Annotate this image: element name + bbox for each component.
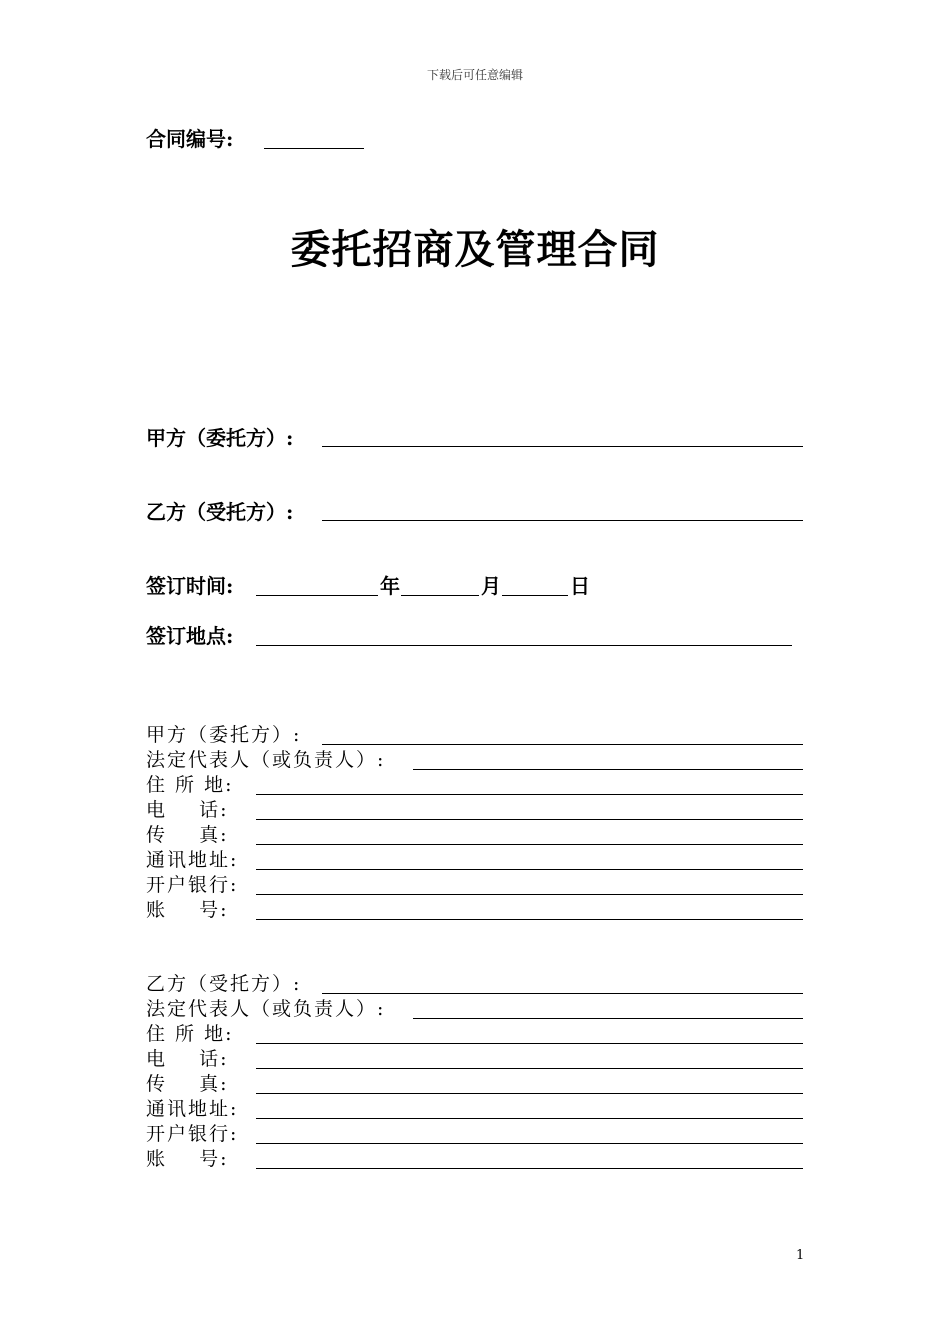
party-a-account-label: 账 号:	[146, 899, 229, 921]
party-b-field[interactable]	[322, 520, 803, 521]
party-b-fax-field[interactable]	[256, 1093, 803, 1094]
party-a-account-field[interactable]	[256, 919, 803, 920]
party-a-address-label: 住 所 地:	[146, 774, 234, 796]
party-a-address-field[interactable]	[256, 794, 803, 795]
contract-number-label: 合同编号:	[146, 127, 234, 151]
party-a-fax-field[interactable]	[256, 844, 803, 845]
party-b-rep-label: 法定代表人（或负责人）:	[146, 998, 386, 1020]
party-a-phone-field[interactable]	[256, 819, 803, 820]
sign-year-field[interactable]	[256, 595, 378, 596]
header-note: 下载后可任意编辑	[426, 68, 523, 82]
sign-day-field[interactable]	[502, 595, 568, 596]
party-b-name-field[interactable]	[322, 993, 803, 994]
party-a-rep-label: 法定代表人（或负责人）:	[146, 749, 386, 771]
sign-place-field[interactable]	[256, 645, 792, 646]
party-a-bank-field[interactable]	[256, 894, 803, 895]
party-a-label: 甲方（委托方）:	[146, 426, 294, 450]
party-a-bank-label: 开户银行:	[146, 874, 239, 896]
party-a-rep-field[interactable]	[413, 769, 803, 770]
party-a-name-field[interactable]	[322, 744, 803, 745]
party-a-fax-label: 传 真:	[146, 824, 229, 846]
party-b-account-field[interactable]	[256, 1168, 803, 1169]
party-a-name-label: 甲方（委托方）:	[146, 724, 302, 746]
party-b-address-label: 住 所 地:	[146, 1023, 234, 1045]
party-b-mail-address-field[interactable]	[256, 1118, 803, 1119]
year-label: 年	[380, 574, 400, 598]
sign-time-label: 签订时间:	[146, 574, 234, 598]
party-b-address-field[interactable]	[256, 1043, 803, 1044]
party-b-name-label: 乙方（受托方）:	[146, 973, 302, 995]
party-a-phone-label: 电 话:	[146, 799, 229, 821]
document-title: 委托招商及管理合同	[290, 226, 660, 273]
party-b-mail-address-label: 通讯地址:	[146, 1098, 239, 1120]
party-b-account-label: 账 号:	[146, 1148, 229, 1170]
month-label: 月	[481, 574, 501, 598]
party-b-fax-label: 传 真:	[146, 1073, 229, 1095]
party-b-bank-label: 开户银行:	[146, 1123, 239, 1145]
contract-number-field[interactable]	[264, 148, 364, 149]
party-b-bank-field[interactable]	[256, 1143, 803, 1144]
party-a-field[interactable]	[322, 446, 803, 447]
day-label: 日	[570, 574, 590, 598]
party-b-rep-field[interactable]	[413, 1018, 803, 1019]
page-number: 1	[796, 1248, 805, 1263]
sign-place-label: 签订地点:	[146, 624, 234, 648]
party-a-mail-address-label: 通讯地址:	[146, 849, 239, 871]
party-b-label: 乙方（受托方）:	[146, 500, 294, 524]
sign-month-field[interactable]	[401, 595, 479, 596]
party-a-mail-address-field[interactable]	[256, 869, 803, 870]
party-b-phone-field[interactable]	[256, 1068, 803, 1069]
party-b-phone-label: 电 话:	[146, 1048, 229, 1070]
